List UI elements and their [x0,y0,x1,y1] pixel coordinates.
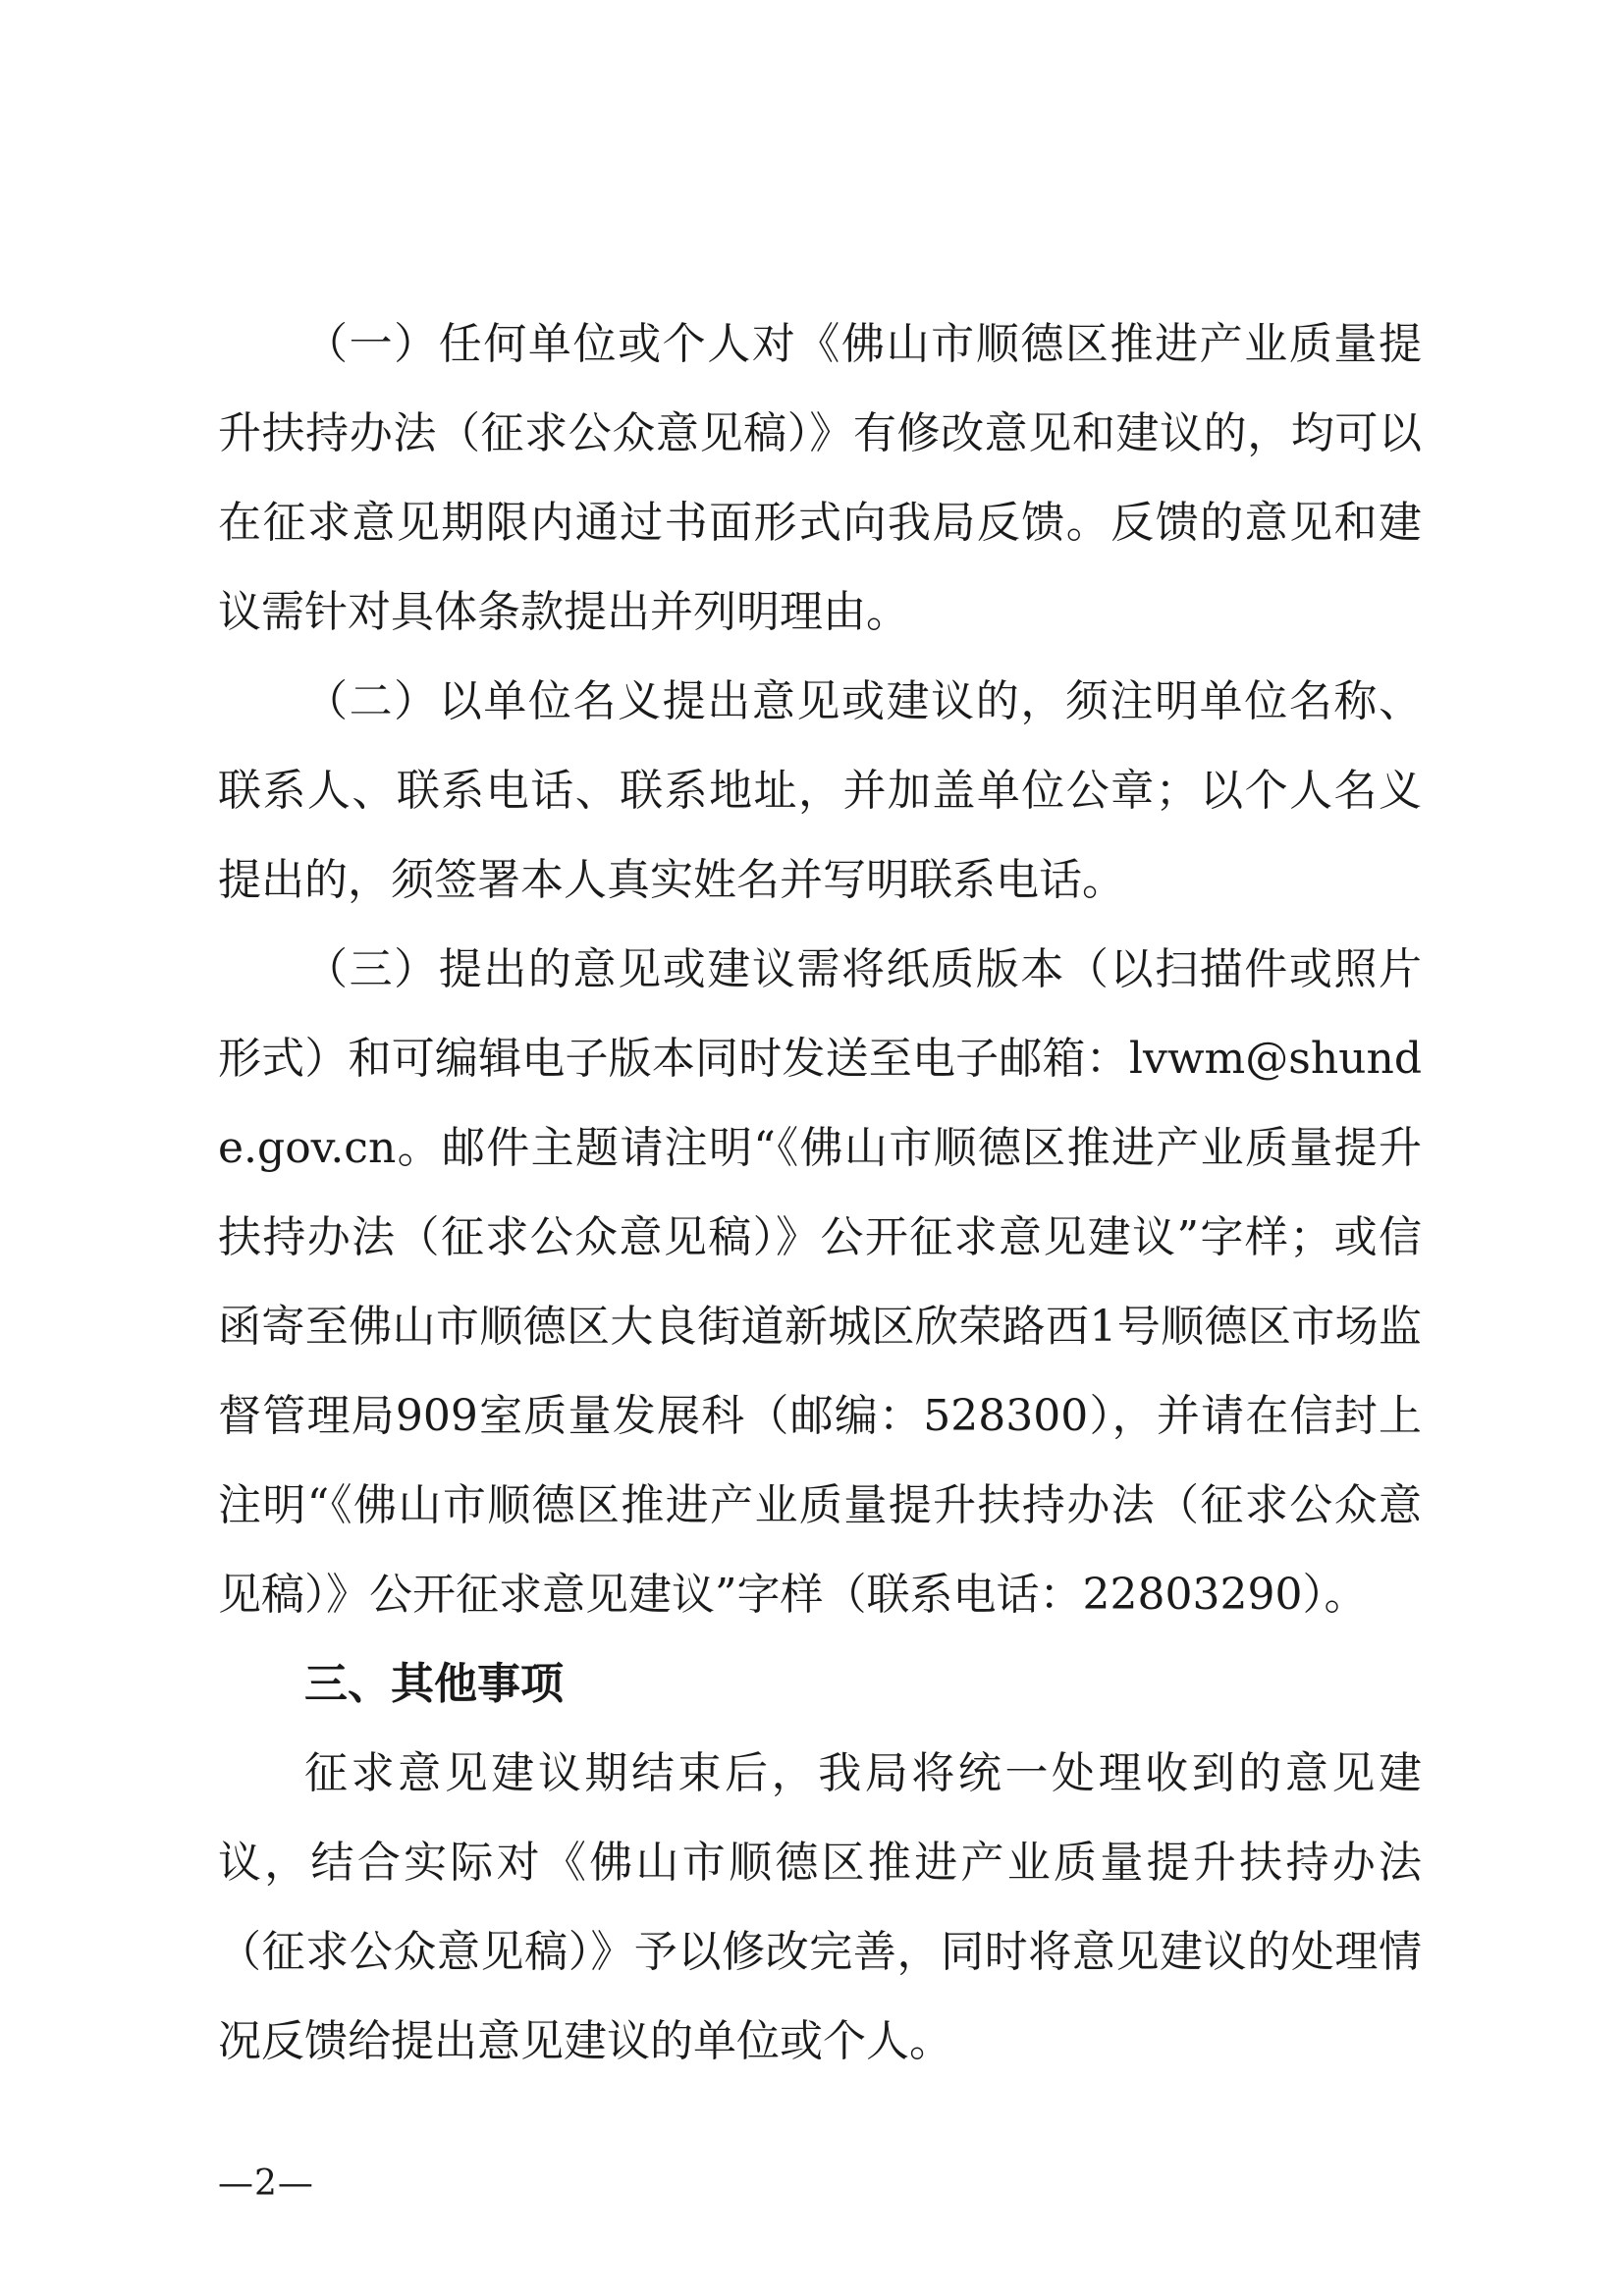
paragraph-submission-channels: （三）提出的意见或建议需将纸质版本（以扫描件或照片形式）和可编辑电子版本同时发送至电子邮箱：lvwm@shunde.gov.cn。邮件主题请注明“《佛山市顺德区推进产业质量提升扶持办法（征求公众意见稿）》公开征求意见建议”字样；或信函寄至佛山市顺德区大良街道新城区欣荣路西1号顺德区市场监督管理局909室质量发展科（邮编：528300），并请在信封上注明“《佛山市顺德区推进产业质量提升扶持办法（征求公众意见稿）》公开征求意见建议”字样（联系电话：22803290）。 [218,944,1422,1620]
paragraph-closing: 征求意见建议期结束后，我局将统一处理收到的意见建议，结合实际对《佛山市顺德区推进产业质量提升扶持办法（征求公众意见稿）》予以修改完善，同时将意见建议的处理情况反馈给提出意见建议的单位或个人。 [218,1748,1422,2066]
page-number: —2— [218,2163,314,2204]
section-heading-other-matters: 三、其他事项 [304,1659,564,1709]
paragraph-signature-requirements: （二）以单位名义提出意见或建议的，须注明单位名称、联系人、联系电话、联系地址，并加盖单位公章；以个人名义提出的，须签署本人真实姓名并写明联系电话。 [218,676,1422,905]
paragraph-feedback-method: （一）任何单位或个人对《佛山市顺德区推进产业质量提升扶持办法（征求公众意见稿）》有修改意见和建议的，均可以在征求意见期限内通过书面形式向我局反馈。反馈的意见和建议需针对具体条款提出并列明理由。 [218,319,1422,637]
document-body [218,299,1422,2086]
